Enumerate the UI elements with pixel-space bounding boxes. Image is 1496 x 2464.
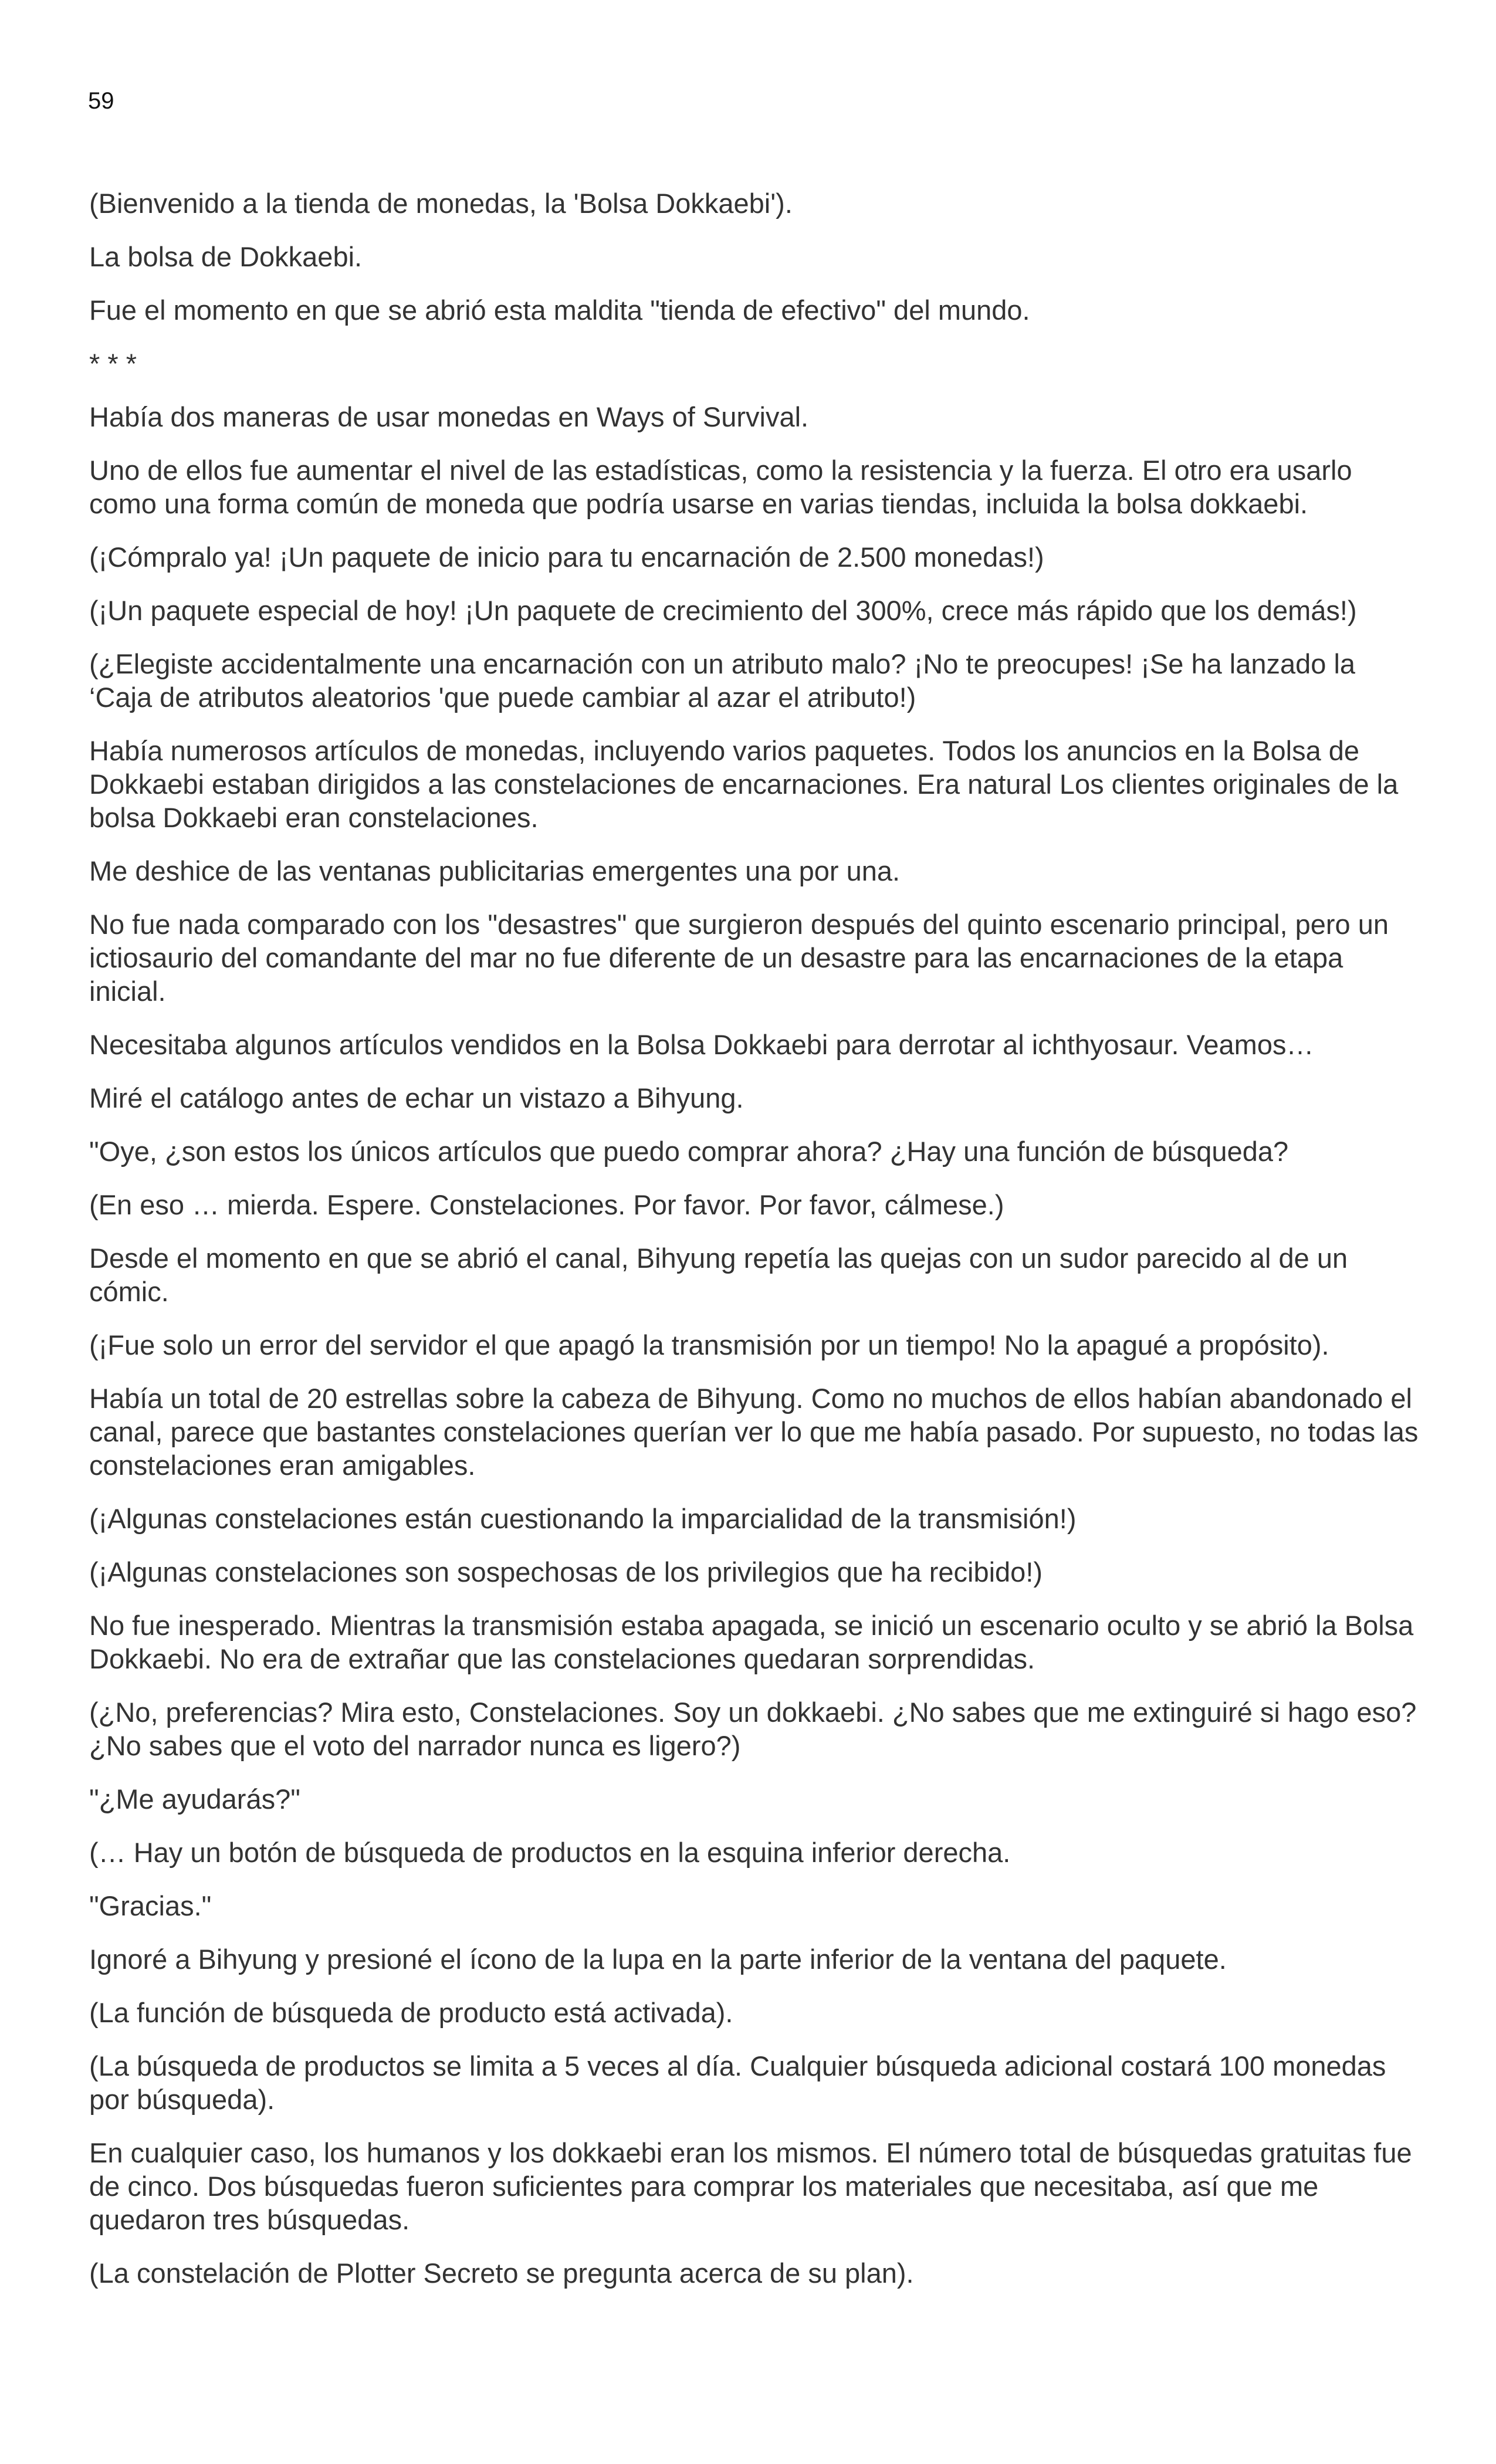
- paragraph: "Gracias.": [89, 1890, 212, 1921]
- page-number: 59: [88, 88, 114, 114]
- paragraph: No fue inesperado. Mientras la transmisión estaba apagada, se inició un escenario oculto y se abrió la Bolsa Dokkaebi. No era de extrañar que las constelaciones quedaran sorprendidas.: [89, 1610, 1414, 1674]
- paragraph: (¿No, preferencias? Mira esto, Constelaciones. Soy un dokkaebi. ¿No sabes que me extinguiré si hago eso? ¿No sabes que el voto del narrador nunca es ligero?): [89, 1697, 1417, 1761]
- paragraph: (¡Un paquete especial de hoy! ¡Un paquete de crecimiento del 300%, crece más rápido que los demás!): [89, 595, 1357, 626]
- scene-break: * * *: [89, 348, 137, 379]
- paragraph: (La constelación de Plotter Secreto se pregunta acerca de su plan).: [89, 2257, 914, 2289]
- paragraph: Había un total de 20 estrellas sobre la cabeza de Bihyung. Como no muchos de ellos habían abandonado el canal, parece que bastantes constelaciones querían ver lo que me había pasado. Por supuesto, no todas las constelaciones eran amigables.: [89, 1383, 1419, 1481]
- paragraph: "¿Me ayudarás?": [89, 1783, 300, 1815]
- paragraph: Uno de ellos fue aumentar el nivel de las estadísticas, como la resistencia y la fuerza. El otro era usarlo como una forma común de moneda que podría usarse en varias tiendas, incluida la bolsa dokkaebi.: [89, 455, 1352, 519]
- paragraph: No fue nada comparado con los "desastres" que surgieron después del quinto escenario principal, pero un ictiosaurio del comandante del mar no fue diferente de un desastre para las encarnaciones de la etapa inicial.: [89, 909, 1389, 1007]
- paragraph: (¡Cómpralo ya! ¡Un paquete de inicio para tu encarnación de 2.500 monedas!): [89, 541, 1044, 573]
- paragraph: Me deshice de las ventanas publicitarias emergentes una por una.: [89, 855, 901, 886]
- paragraph: Necesitaba algunos artículos vendidos en la Bolsa Dokkaebi para derrotar al ichthyosaur. Veamos…: [89, 1029, 1314, 1060]
- document-body: [89, 187, 1424, 2310]
- paragraph: (En eso … mierda. Espere. Constelaciones. Por favor. Por favor, cálmese.): [89, 1189, 1004, 1220]
- paragraph: (¡Algunas constelaciones son sospechosas de los privilegios que ha recibido!): [89, 1556, 1043, 1588]
- paragraph: (¡Algunas constelaciones están cuestionando la imparcialidad de la transmisión!): [89, 1503, 1077, 1534]
- paragraph: (¿Elegiste accidentalmente una encarnación con un atributo malo? ¡No te preocupes! ¡Se ha lanzado la ‘Caja de atributos aleatorios 'que puede cambiar al azar el atributo!): [89, 648, 1356, 713]
- paragraph: Fue el momento en que se abrió esta maldita "tienda de efectivo" del mundo.: [89, 295, 1030, 326]
- paragraph: Ignoré a Bihyung y presioné el ícono de la lupa en la parte inferior de la ventana del paquete.: [89, 1944, 1227, 1975]
- paragraph: (¡Fue solo un error del servidor el que apagó la transmisión por un tiempo! No la apagué a propósito).: [89, 1329, 1329, 1360]
- paragraph: (Bienvenido a la tienda de monedas, la 'Bolsa Dokkaebi').: [89, 188, 793, 219]
- paragraph: Había numerosos artículos de monedas, incluyendo varios paquetes. Todos los anuncios en la Bolsa de Dokkaebi estaban dirigidos a las constelaciones de encarnaciones. Era natural Los clientes originales de la bolsa Dokkaebi eran constelaciones.: [89, 735, 1399, 833]
- paragraph: (La función de búsqueda de producto está activada).: [89, 1997, 733, 2028]
- paragraph: (La búsqueda de productos se limita a 5 veces al día. Cualquier búsqueda adicional costará 100 monedas por búsqueda).: [89, 2050, 1386, 2115]
- paragraph: "Oye, ¿son estos los únicos artículos que puedo comprar ahora? ¿Hay una función de búsqueda?: [89, 1136, 1289, 1167]
- paragraph: (… Hay un botón de búsqueda de productos en la esquina inferior derecha.: [89, 1837, 1011, 1868]
- paragraph: En cualquier caso, los humanos y los dokkaebi eran los mismos. El número total de búsquedas gratuitas fue de cinco. Dos búsquedas fueron suficientes para comprar los materiales que necesitaba, así que me quedaron tres búsquedas.: [89, 2137, 1412, 2235]
- paragraph: Miré el catálogo antes de echar un vistazo a Bihyung.: [89, 1082, 744, 1113]
- paragraph: La bolsa de Dokkaebi.: [89, 241, 363, 272]
- paragraph: Desde el momento en que se abrió el canal, Bihyung repetía las quejas con un sudor parecido al de un cómic.: [89, 1243, 1348, 1307]
- paragraph: Había dos maneras de usar monedas en Ways of Survival.: [89, 401, 809, 432]
